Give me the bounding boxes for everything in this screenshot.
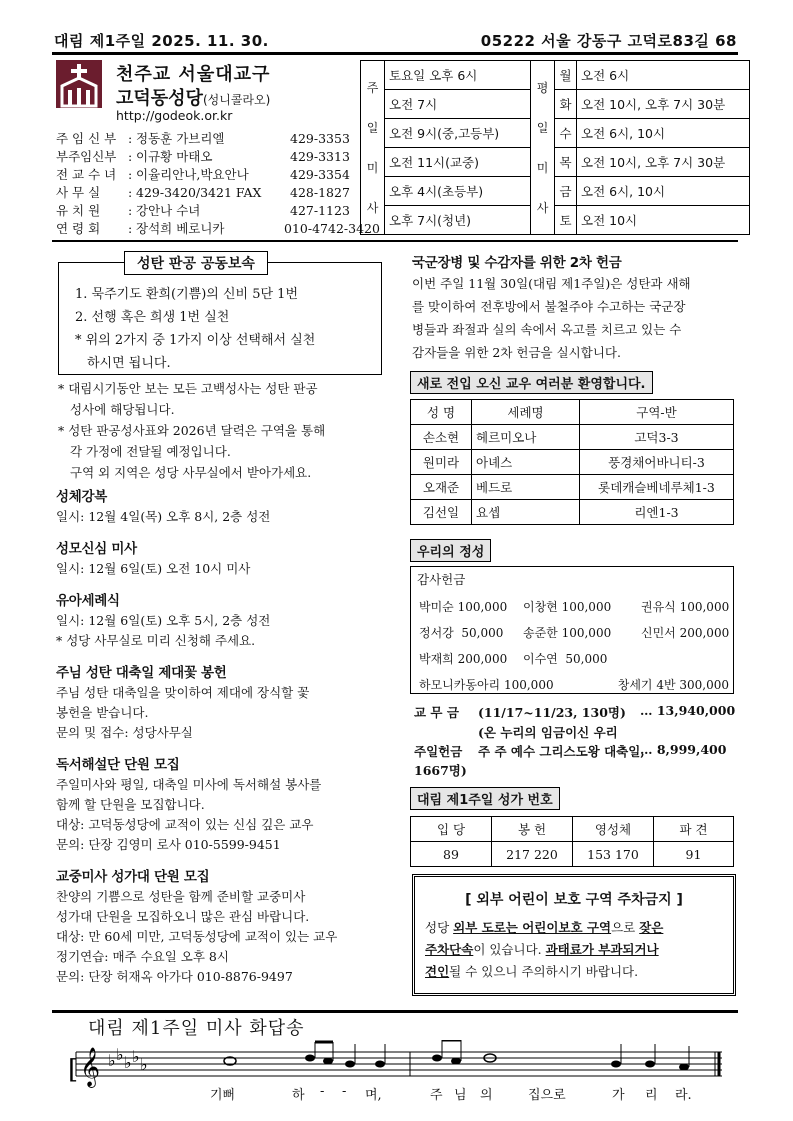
announcement-line: 문의: 단장 김영미 로사 010-5599-9451 bbox=[56, 837, 281, 852]
donor-entry: 신민서 200,000 bbox=[641, 626, 730, 640]
staff-colon: : bbox=[128, 221, 133, 236]
announcement-line: 일시: 12월 6일(토) 오전 10시 미사 bbox=[56, 561, 251, 576]
newcomer-name: 원미라 bbox=[411, 450, 472, 475]
newcomers-table bbox=[410, 399, 734, 525]
announcement-title: 교중미사 성가대 단원 모집 bbox=[56, 869, 210, 885]
weekday-day: 수 bbox=[555, 119, 577, 148]
announcement-line: 정기연습: 매주 수요일 오후 8시 bbox=[56, 949, 229, 964]
staff-name: 이율리안나,박요안나 bbox=[136, 167, 249, 182]
newcomer-name: 오재준 bbox=[411, 475, 472, 500]
bottom-rule bbox=[52, 1010, 738, 1013]
announcement-line: 일시: 12월 4일(목) 오후 8시, 2층 성전 bbox=[56, 509, 271, 524]
weekday-mass-time: 오전 10시 bbox=[577, 206, 750, 235]
military-offering-line: 병들과 좌절과 실의 속에서 옥고를 치르고 있는 수 bbox=[412, 322, 682, 337]
vertical-label-char: 평 bbox=[536, 80, 549, 95]
lyric-syllable: 집으로 bbox=[528, 1088, 566, 1103]
psalm-lyrics bbox=[60, 1084, 730, 1108]
indulgence-item: 1. 묵주기도 환희(기쁨)의 신비 5단 1번 bbox=[75, 287, 299, 302]
indulgence-note: * 위의 2가지 중 1가지 이상 선택해서 실천 bbox=[75, 333, 316, 348]
lyric-syllable: 며, bbox=[365, 1088, 382, 1103]
sunday-mass-time: 오전 9시(중,고등부) bbox=[385, 119, 531, 148]
hymn-header: 영성체 bbox=[573, 817, 654, 842]
parking-notice-line: 주차단속이 있습니다. 과태료가 부과되거나 bbox=[425, 942, 659, 957]
sunday-mass-time: 오후 7시(청년) bbox=[385, 206, 531, 235]
staff-row bbox=[56, 166, 356, 184]
military-offering-title: 국군장병 및 수감자를 위한 2차 헌금 bbox=[412, 255, 622, 271]
treble-clef-icon: 𝄞 bbox=[80, 1047, 101, 1087]
parking-notice-title: [ 외부 어린이 보호 구역 주차금지 ] bbox=[465, 892, 683, 908]
staff-role: 유 치 원 bbox=[56, 203, 101, 218]
lyric-syllable: 님 bbox=[454, 1088, 467, 1103]
vertical-label-char: 사 bbox=[366, 200, 379, 215]
announcement-line: 일시: 12월 6일(토) 오후 5시, 2층 성전 bbox=[56, 613, 271, 628]
donor-entry: 송준한 100,000 bbox=[523, 626, 612, 640]
weekday-mass-time: 오전 6시 bbox=[577, 61, 750, 90]
sunday-offering-desc: (온 누리의 임금이신 우리 bbox=[478, 725, 618, 740]
mass-schedule bbox=[360, 60, 750, 235]
vertical-label-char: 주 bbox=[366, 80, 379, 95]
sunday-offering-count: 1667명) bbox=[414, 763, 467, 778]
newcomer-district: 롯데캐슬베네루체1-3 bbox=[580, 475, 734, 500]
weekday-mass-time: 오전 6시, 10시 bbox=[577, 119, 750, 148]
gyomu-period: (11/17~11/23, 130명) bbox=[478, 705, 626, 720]
announcement-line: 찬양의 기쁨으로 성탄을 함께 준비할 교중미사 bbox=[56, 889, 306, 904]
announcement-line: 주일미사와 평일, 대축일 미사에 독서해설 봉사를 bbox=[56, 777, 322, 792]
parish-address: 05222 서울 강동구 고덕로83길 68 bbox=[480, 32, 737, 50]
lyric-syllable: 가 bbox=[612, 1088, 625, 1103]
indulgence-box bbox=[58, 262, 382, 375]
newcomer-baptismal-name: 헤르미오나 bbox=[472, 425, 580, 450]
staff-row bbox=[56, 184, 356, 202]
sunday-offering-amount: … 8,999,400 bbox=[640, 742, 727, 757]
newcomers-header: 세례명 bbox=[472, 400, 580, 425]
announcement-title: 유아세례식 bbox=[56, 593, 120, 609]
bracket-symbol: [ bbox=[68, 1055, 79, 1085]
parking-notice-line: 성당 외부 도로는 어린이보호 구역으로 잦은 bbox=[425, 920, 664, 935]
lyric-syllable: 의 bbox=[480, 1088, 493, 1103]
gyomu-amount: … 13,940,000 bbox=[640, 703, 736, 718]
military-offering-line: 를 맞이하여 전후방에서 불철주야 수고하는 국군장 bbox=[412, 299, 686, 314]
announcement-line: 봉헌을 받습니다. bbox=[56, 705, 149, 720]
staff-name: 장석희 베로니카 bbox=[136, 221, 225, 236]
vertical-label-char: 사 bbox=[536, 200, 549, 215]
staff-role: 사 무 실 bbox=[56, 185, 101, 200]
staff-name: 강안나 수녀 bbox=[136, 203, 201, 218]
announcements bbox=[56, 485, 386, 997]
announcement bbox=[56, 537, 386, 579]
note-line: 구역 외 지역은 성당 사무실에서 받아가세요. bbox=[70, 465, 312, 480]
announcement-line: 성가대 단원을 모집하오니 많은 관심 바랍니다. bbox=[56, 909, 310, 924]
lyric-syllable: 리 bbox=[645, 1088, 658, 1103]
announcement bbox=[56, 865, 386, 987]
donor-row bbox=[419, 620, 737, 646]
weekday-mass-time: 오전 10시, 오후 7시 30분 bbox=[577, 148, 750, 177]
sunday-mass-time: 오전 7시 bbox=[385, 90, 531, 119]
staff-colon: : bbox=[128, 167, 133, 182]
svg-text:♭: ♭ bbox=[124, 1053, 132, 1072]
announcement-line: 대상: 만 60세 미만, 고덕동성당에 교적이 있는 교우 bbox=[56, 929, 338, 944]
parish-patron: (성니콜라오) bbox=[202, 93, 271, 107]
gyomu-label: 교 무 금 bbox=[414, 705, 459, 720]
lyric-syllable: 하 bbox=[292, 1088, 305, 1103]
svg-text:♭: ♭ bbox=[116, 1045, 124, 1064]
staff-colon: : bbox=[128, 149, 133, 164]
bulletin-date: 대림 제1주일 2025. 11. 30. bbox=[54, 32, 269, 50]
staff-list bbox=[56, 130, 380, 238]
newcomer-name: 김선일 bbox=[411, 500, 472, 525]
announcement-line: * 성당 사무실로 미리 신청해 주세요. bbox=[56, 633, 256, 648]
vertical-label-char: 미 bbox=[536, 160, 549, 175]
parish-logo-icon bbox=[56, 60, 102, 108]
staff-row bbox=[56, 202, 356, 220]
newcomer-baptismal-name: 아녜스 bbox=[472, 450, 580, 475]
parking-notice-line: 견인될 수 있으니 주의하시기 바랍니다. bbox=[425, 964, 639, 979]
announcement bbox=[56, 589, 386, 651]
announcement-title: 주님 성탄 대축일 제대꽃 봉헌 bbox=[56, 665, 227, 681]
announcement bbox=[56, 661, 386, 743]
military-offering-line: 이번 주일 11월 30일(대림 제1주일)은 성탄과 새해 bbox=[412, 276, 691, 291]
newcomer-baptismal-name: 베드로 bbox=[472, 475, 580, 500]
sunday-mass-time: 토요일 오후 6시 bbox=[385, 61, 531, 90]
weekday-mass-time: 오전 10시, 오후 7시 30분 bbox=[577, 90, 750, 119]
hymn-number: 217 220 bbox=[492, 842, 573, 867]
weekday-mass-time: 오전 6시, 10시 bbox=[577, 177, 750, 206]
donor-entry: 이창현 100,000 bbox=[523, 600, 612, 614]
note-line: 각 가정에 전달될 예정입니다. bbox=[70, 444, 231, 459]
thanks-offering-list bbox=[419, 594, 737, 672]
weekday-day: 목 bbox=[555, 148, 577, 177]
table-row bbox=[411, 450, 734, 475]
donor-entry: 이수연 50,000 bbox=[523, 652, 608, 666]
psalm-title: 대림 제1주일 미사 화답송 bbox=[88, 1018, 305, 1039]
staff-row bbox=[56, 148, 356, 166]
note-line: * 대림시기동안 보는 모든 고백성사는 성탄 판공 bbox=[58, 381, 318, 396]
staff-colon: : bbox=[128, 185, 133, 200]
table-row bbox=[411, 425, 734, 450]
staff-phone: 010-4742-3420 bbox=[284, 221, 380, 236]
lyric-syllable: 주 bbox=[430, 1088, 443, 1103]
hymn-number: 91 bbox=[654, 842, 734, 867]
newcomers-header: 구역-반 bbox=[580, 400, 734, 425]
weekday-day: 금 bbox=[555, 177, 577, 206]
vertical-label-char: 일 bbox=[536, 120, 549, 135]
staff-role: 연 령 회 bbox=[56, 221, 101, 236]
staff-phone: 429-3313 bbox=[290, 149, 350, 164]
staff-phone: 429-3354 bbox=[290, 167, 350, 182]
staff-role: 부주임신부 bbox=[56, 149, 117, 164]
offering-box bbox=[410, 566, 734, 694]
staff-row bbox=[56, 130, 356, 148]
announcement-title: 성체강복 bbox=[56, 489, 107, 505]
lyric-syllable: - bbox=[320, 1084, 325, 1099]
parish-name: 고덕동성당(성니콜라오) bbox=[116, 88, 271, 109]
donor-entry: 정서강 50,000 bbox=[419, 626, 504, 640]
newcomer-district: 고덕3-3 bbox=[580, 425, 734, 450]
staff-role: 전 교 수 녀 bbox=[56, 167, 117, 182]
note-line: 성사에 해당됩니다. bbox=[70, 402, 175, 417]
weekday-mass-label bbox=[531, 61, 555, 235]
thanks-offering-label: 감사헌금 bbox=[417, 572, 466, 587]
vertical-label-char: 미 bbox=[366, 160, 379, 175]
newcomer-name: 손소현 bbox=[411, 425, 472, 450]
hymn-header: 봉 헌 bbox=[492, 817, 573, 842]
announcement-title: 독서해설단 단원 모집 bbox=[56, 757, 180, 773]
indulgence-note: 하시면 됩니다. bbox=[87, 356, 171, 371]
parking-notice-box bbox=[412, 874, 736, 996]
indulgence-title: 성탄 판공 공동보속 bbox=[124, 251, 268, 275]
donor-entry: 하모니카동아리 100,000 bbox=[419, 678, 554, 692]
weekday-day: 월 bbox=[555, 61, 577, 90]
staff-phone: 428-1827 bbox=[290, 185, 350, 200]
sunday-mass-time: 오전 11시(교중) bbox=[385, 148, 531, 177]
svg-text:♭: ♭ bbox=[108, 1051, 116, 1070]
sunday-offering-label: 주일헌금 bbox=[414, 744, 463, 759]
donor-entry: 박재희 200,000 bbox=[419, 652, 508, 666]
announcement-line: 대상: 고덕동성당에 교적이 있는 신심 깊은 교우 bbox=[56, 817, 314, 832]
indulgence-item: 2. 선행 혹은 희생 1번 실천 bbox=[75, 310, 230, 325]
lyric-syllable: - bbox=[342, 1084, 347, 1099]
announcement-line: 주님 성탄 대축일을 맞이하여 제대에 장식할 꽃 bbox=[56, 685, 310, 700]
donor-row bbox=[419, 594, 737, 620]
staff-row bbox=[56, 220, 380, 238]
weekday-day: 화 bbox=[555, 90, 577, 119]
donor-entry: 박미순 100,000 bbox=[419, 600, 508, 614]
hymns-title: 대림 제1주일 성가 번호 bbox=[410, 787, 560, 810]
key-signature bbox=[108, 1045, 148, 1074]
hymns-table bbox=[410, 816, 734, 867]
table-row bbox=[411, 500, 734, 525]
vertical-label-char: 일 bbox=[366, 120, 379, 135]
newcomer-district: 풍경채어바니티-3 bbox=[580, 450, 734, 475]
announcement-title: 성모신심 미사 bbox=[56, 541, 137, 557]
weekday-day: 토 bbox=[555, 206, 577, 235]
announcement bbox=[56, 485, 386, 527]
staff-name: 429-3420/3421 FAX bbox=[136, 185, 262, 200]
hymn-header: 입 당 bbox=[411, 817, 492, 842]
announcement-line: 문의: 단장 허재옥 아가다 010-8876-9497 bbox=[56, 969, 293, 984]
staff-colon: : bbox=[128, 203, 133, 218]
military-offering-text bbox=[412, 272, 742, 364]
military-offering-line: 감자들을 위한 2차 헌금을 실시합니다. bbox=[412, 345, 621, 360]
hymn-number: 89 bbox=[411, 842, 492, 867]
hymn-header: 파 견 bbox=[654, 817, 734, 842]
announcement bbox=[56, 753, 386, 855]
donor-row bbox=[419, 646, 737, 672]
note-line: * 성탄 판공성사표와 2026년 달력은 구역을 통해 bbox=[58, 423, 326, 438]
sunday-offering-desc: 주 주 예수 그리스도왕 대축일, bbox=[478, 744, 645, 759]
sunday-mass-time: 오후 4시(초등부) bbox=[385, 177, 531, 206]
staff-colon: : bbox=[128, 131, 133, 146]
diocese-name: 천주교 서울대교구 bbox=[116, 64, 271, 85]
staff-role: 주 임 신 부 bbox=[56, 131, 117, 146]
notes-block bbox=[58, 378, 388, 483]
staff-phone: 427-1123 bbox=[290, 203, 350, 218]
staff-name: 정동훈 가브리엘 bbox=[136, 131, 225, 146]
lyric-syllable: 라. bbox=[675, 1088, 692, 1103]
top-section-rule bbox=[52, 240, 738, 242]
donor-entry: 창세기 4반 300,000 bbox=[617, 678, 729, 692]
svg-text:♭: ♭ bbox=[140, 1055, 148, 1074]
table-row bbox=[411, 475, 734, 500]
lyric-syllable: 기뻐 bbox=[210, 1088, 236, 1103]
newcomers-title: 새로 전입 오신 교우 여러분 환영합니다. bbox=[410, 371, 653, 394]
header-rule bbox=[52, 52, 738, 55]
newcomer-baptismal-name: 요셉 bbox=[472, 500, 580, 525]
donor-entry: 권유식 100,000 bbox=[641, 600, 730, 614]
parish-website-link[interactable]: http://godeok.or.kr bbox=[116, 108, 233, 123]
staff-phone: 429-3353 bbox=[290, 131, 350, 146]
announcement-line: 함께 할 단원을 모집합니다. bbox=[56, 797, 205, 812]
sunday-mass-label bbox=[361, 61, 385, 235]
staff-name: 이규황 마태오 bbox=[136, 149, 213, 164]
announcement-line: 문의 및 접수: 성당사무실 bbox=[56, 725, 193, 740]
newcomer-district: 리엔1-3 bbox=[580, 500, 734, 525]
svg-text:♭: ♭ bbox=[132, 1047, 140, 1066]
newcomers-header: 성 명 bbox=[411, 400, 472, 425]
hymn-number: 153 170 bbox=[573, 842, 654, 867]
offering-title: 우리의 정성 bbox=[410, 539, 491, 562]
